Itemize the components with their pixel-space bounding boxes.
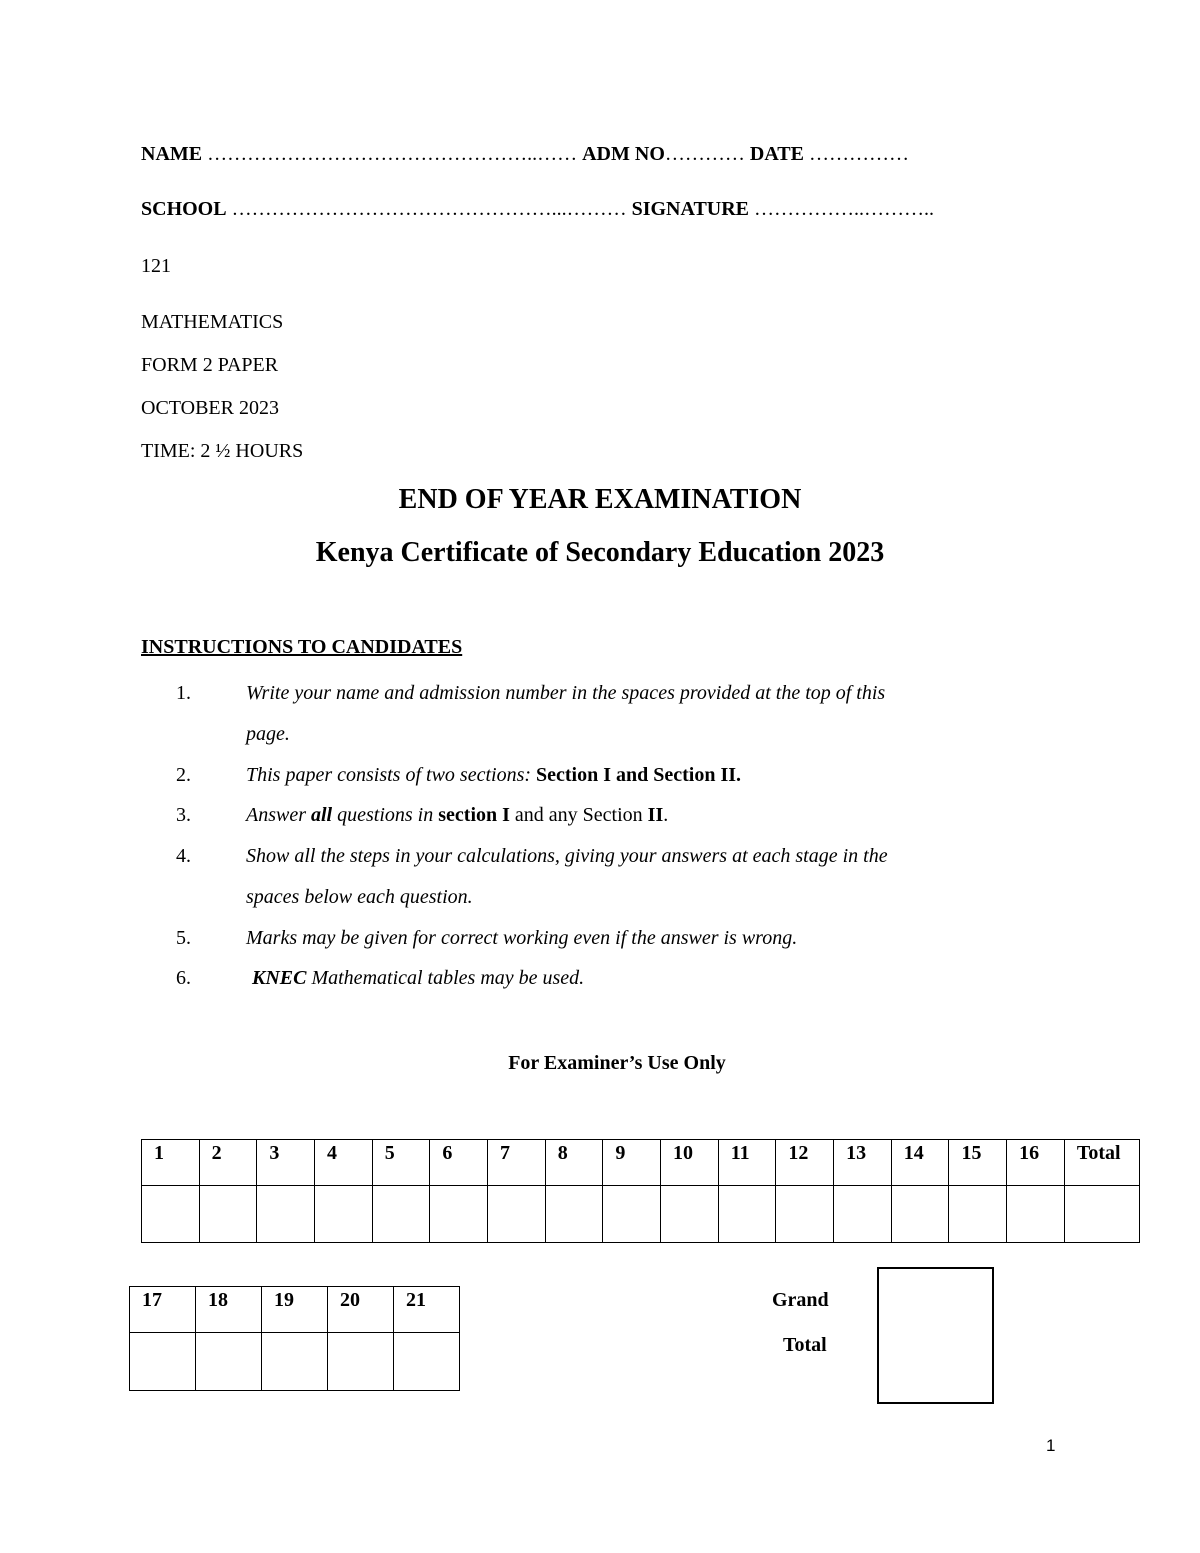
- marks-entry-cell[interactable]: [328, 1333, 394, 1391]
- name-field[interactable]: …………………………………………..……: [207, 143, 578, 165]
- instruction-part: and any Section: [509, 804, 648, 826]
- marks-table-1: [141, 1139, 1140, 1243]
- marks-entry-cell[interactable]: [776, 1186, 834, 1243]
- exam-time: TIME: 2 ½ HOURS: [141, 440, 304, 462]
- marks-entry-cell[interactable]: [142, 1186, 200, 1243]
- instruction-number: 1.: [176, 682, 191, 704]
- instruction-part: II: [647, 804, 664, 826]
- marks-header-cell: 12: [776, 1140, 834, 1186]
- marks-entry-cell[interactable]: [262, 1333, 328, 1391]
- instruction-italic: This paper consists of two sections:: [246, 764, 532, 786]
- grand-total-box[interactable]: [877, 1267, 994, 1404]
- marks-header-cell: 9: [603, 1140, 661, 1186]
- school-label: SCHOOL: [141, 198, 227, 220]
- marks-header-cell: 7: [488, 1140, 546, 1186]
- marks-header-cell: Total: [1064, 1140, 1139, 1186]
- marks-entry-cell[interactable]: [199, 1186, 257, 1243]
- instruction-number: 6.: [176, 967, 191, 989]
- instruction-text: spaces below each question.: [246, 886, 473, 908]
- marks-entry-cell[interactable]: [130, 1333, 196, 1391]
- name-line: [141, 143, 909, 166]
- marks-entry-cell[interactable]: [949, 1186, 1007, 1243]
- marks-header-cell: 11: [718, 1140, 776, 1186]
- subject: MATHEMATICS: [141, 311, 284, 333]
- adm-label: ADM NO: [582, 143, 665, 165]
- instruction-number: 5.: [176, 927, 191, 949]
- instruction-bold: KNEC: [252, 967, 307, 989]
- marks-header-cell: 5: [372, 1140, 430, 1186]
- instruction-number: 4.: [176, 845, 191, 867]
- total-label: Total: [783, 1334, 827, 1356]
- marks-entry-cell[interactable]: [196, 1333, 262, 1391]
- marks-entry-cell[interactable]: [1064, 1186, 1139, 1243]
- instruction-text: page.: [246, 723, 290, 745]
- marks-header-cell: 3: [257, 1140, 315, 1186]
- paper-code: 121: [141, 255, 171, 277]
- marks-header-cell: 4: [315, 1140, 373, 1186]
- marks-header-cell: 2: [199, 1140, 257, 1186]
- examiner-heading: For Examiner’s Use Only: [508, 1052, 726, 1074]
- school-field[interactable]: …………………………………………...………: [231, 198, 627, 220]
- instruction-part: questions in: [332, 804, 439, 826]
- instruction-text: [252, 967, 584, 990]
- instruction-text: Write your name and admission number in the spaces provided at the top of this: [246, 682, 886, 704]
- adm-field[interactable]: …………: [664, 143, 745, 165]
- marks-header-cell: 19: [262, 1287, 328, 1333]
- marks-entry-cell[interactable]: [718, 1186, 776, 1243]
- marks-header-cell: 1: [142, 1140, 200, 1186]
- instruction-text: Marks may be given for correct working even if the answer is wrong.: [246, 927, 798, 949]
- grand-label: Grand: [772, 1289, 829, 1311]
- marks-header-cell: 6: [430, 1140, 488, 1186]
- marks-header-cell: 13: [834, 1140, 892, 1186]
- marks-entry-cell[interactable]: [891, 1186, 949, 1243]
- name-label: NAME: [141, 143, 203, 165]
- instruction-part: Answer: [246, 804, 311, 826]
- marks-header-cell: 15: [949, 1140, 1007, 1186]
- marks-entry-cell[interactable]: [661, 1186, 719, 1243]
- instruction-text: [246, 764, 741, 787]
- instruction-part: all: [311, 804, 333, 826]
- marks-entry-cell[interactable]: [372, 1186, 430, 1243]
- marks-entry-cell[interactable]: [430, 1186, 488, 1243]
- instruction-text: Show all the steps in your calculations, giving your answers at each stage in the: [246, 845, 888, 867]
- instruction-part: section I: [438, 804, 510, 826]
- marks-header-cell: 21: [394, 1287, 460, 1333]
- marks-entry-cell[interactable]: [257, 1186, 315, 1243]
- instruction-part: .: [663, 804, 669, 826]
- instruction-text: [246, 804, 668, 827]
- paper-name: FORM 2 PAPER: [141, 354, 279, 376]
- marks-entry-cell[interactable]: [834, 1186, 892, 1243]
- marks-header-cell: 20: [328, 1287, 394, 1333]
- marks-entry-cell[interactable]: [394, 1333, 460, 1391]
- school-line: [141, 198, 934, 221]
- marks-entry-cell[interactable]: [315, 1186, 373, 1243]
- exam-title: END OF YEAR EXAMINATION: [398, 484, 802, 515]
- signature-label: SIGNATURE: [631, 198, 750, 220]
- marks-entry-cell[interactable]: [1007, 1186, 1065, 1243]
- marks-table-2: [129, 1286, 460, 1391]
- marks-header-cell: 14: [891, 1140, 949, 1186]
- instruction-bold: Section I and Section II.: [531, 764, 742, 786]
- marks-header-cell: 10: [661, 1140, 719, 1186]
- marks-entry-cell[interactable]: [603, 1186, 661, 1243]
- marks-header-cell: 8: [545, 1140, 603, 1186]
- exam-subtitle: Kenya Certificate of Secondary Education 2023: [315, 537, 885, 568]
- marks-entry-cell[interactable]: [488, 1186, 546, 1243]
- signature-field[interactable]: ……………..………..: [754, 198, 935, 220]
- marks-header-cell: 18: [196, 1287, 262, 1333]
- date-label: DATE: [749, 143, 804, 165]
- instructions-heading: INSTRUCTIONS TO CANDIDATES: [141, 636, 463, 658]
- instruction-number: 2.: [176, 764, 191, 786]
- marks-entry-cell[interactable]: [545, 1186, 603, 1243]
- marks-header-cell: 17: [130, 1287, 196, 1333]
- marks-header-cell: 16: [1007, 1140, 1065, 1186]
- instruction-italic: Mathematical tables may be used.: [306, 967, 585, 989]
- page-number: 1: [1046, 1436, 1056, 1455]
- date-field[interactable]: ……………: [808, 143, 909, 165]
- exam-month: OCTOBER 2023: [141, 397, 279, 419]
- instruction-number: 3.: [176, 804, 191, 826]
